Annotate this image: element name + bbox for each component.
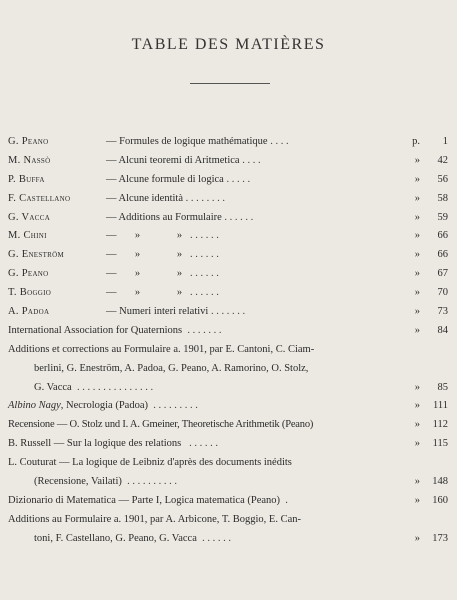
toc-page-number: 148 xyxy=(432,476,448,488)
toc-leader: . . . . . . xyxy=(190,287,219,299)
toc-entry-continuation xyxy=(8,473,448,492)
toc-entry-continuation xyxy=(8,530,448,549)
toc-title: — Additions au Formulaire xyxy=(106,211,222,223)
toc-entry xyxy=(8,246,448,265)
toc-page-marker: » xyxy=(414,532,420,544)
toc-title: Dizionario di Matematica — Parte I, Logica matematica (Peano) xyxy=(8,494,281,506)
table-of-contents xyxy=(8,133,448,549)
toc-leader: . . . . . . . . . . . . . . . xyxy=(76,381,154,393)
toc-title: Recensione — O. Stolz und I. A. Gmeiner, Theoretische Arithmetik (Peano) xyxy=(8,419,314,431)
toc-entry xyxy=(8,416,448,435)
toc-page-number: 73 xyxy=(437,306,448,318)
toc-page-marker: » xyxy=(414,211,420,223)
toc-entry xyxy=(8,265,448,284)
toc-title: — Numeri interi relativi xyxy=(106,306,209,318)
toc-page-number: 66 xyxy=(437,230,448,242)
toc-entry xyxy=(8,284,448,303)
toc-entry xyxy=(8,209,448,228)
toc-page-number: 66 xyxy=(437,249,448,261)
toc-title: L. Couturat — La logique de Leibniz d'après des documents inédits xyxy=(8,457,292,469)
toc-title: International Association for Quaternions xyxy=(8,324,183,336)
toc-leader: . . . . xyxy=(242,154,261,166)
toc-title: — Alcune identità xyxy=(106,192,183,204)
toc-leader: . . . . . . . . xyxy=(185,192,225,204)
toc-leader: . . . . . . xyxy=(190,249,219,261)
toc-entry xyxy=(8,397,448,416)
toc-title: , Necrologia (Padoa) xyxy=(60,400,148,412)
toc-author: M. Nassò xyxy=(8,154,51,166)
toc-leader: . . . . . . . xyxy=(187,324,222,336)
toc-page-number: 111 xyxy=(433,400,448,412)
toc-page-number: 112 xyxy=(432,419,448,431)
toc-author: P. Buffa xyxy=(8,173,45,185)
toc-title: berlini, G. Eneström, A. Padoa, G. Peano, A. Ramorino, O. Stolz, xyxy=(34,362,309,374)
toc-entry xyxy=(8,227,448,246)
toc-page-number: 58 xyxy=(437,192,448,204)
toc-page-marker: » xyxy=(414,400,420,412)
toc-page-number: 70 xyxy=(437,287,448,299)
toc-leader: . . . . . . . xyxy=(210,306,246,318)
toc-leader: . . . . . . . . . xyxy=(153,400,198,412)
toc-page-marker: » xyxy=(414,230,420,242)
toc-author: G. Eneström xyxy=(8,249,64,261)
toc-title: Additions et corrections au Formulaire a. 1901, par E. Cantoni, C. Ciam- xyxy=(8,343,315,355)
toc-page-marker: » xyxy=(414,287,420,299)
toc-title: — » » xyxy=(106,268,183,280)
toc-entry xyxy=(8,133,448,152)
toc-author: T. Boggio xyxy=(8,287,52,299)
toc-page-marker: » xyxy=(414,476,420,488)
toc-entry-continuation xyxy=(8,360,448,379)
toc-page-marker: » xyxy=(414,381,420,393)
toc-page-number: 42 xyxy=(437,154,448,166)
toc-leader: . . . . . . xyxy=(189,438,218,450)
toc-page-number: 1 xyxy=(442,136,448,147)
toc-title: toni, F. Castellano, G. Peano, G. Vacca xyxy=(34,532,197,544)
toc-leader: . . . . . . xyxy=(190,230,219,242)
toc-entry xyxy=(8,190,448,209)
toc-page-marker: » xyxy=(414,494,420,506)
toc-title: Additions au Formulaire a. 1901, par A. Arbicone, T. Boggio, E. Can- xyxy=(8,513,301,525)
toc-page-number: 85 xyxy=(437,381,448,393)
toc-entry xyxy=(8,152,448,171)
toc-title: (Recensione, Vailati) xyxy=(34,476,122,488)
toc-entry xyxy=(8,454,448,473)
toc-entry xyxy=(8,171,448,190)
toc-title: — Formules de logique mathématique xyxy=(106,136,268,147)
toc-page-marker: » xyxy=(414,249,420,261)
toc-author: G. Peano xyxy=(8,268,49,280)
toc-author: M. Chini xyxy=(8,230,47,242)
toc-leader: . xyxy=(285,494,288,506)
toc-page-marker: » xyxy=(414,324,420,336)
toc-title-italic: Albino Nagy xyxy=(8,400,61,412)
page-title: TABLE DES MATIÈRES xyxy=(131,36,326,53)
toc-page-marker: » xyxy=(414,268,420,280)
toc-entry-continuation xyxy=(8,379,448,398)
toc-leader: . . . . . . xyxy=(202,532,231,544)
toc-leader: . . . . . . xyxy=(190,268,219,280)
toc-page-marker: » xyxy=(414,192,420,204)
toc-entry xyxy=(8,341,448,360)
toc-author: F. Castellano xyxy=(8,192,71,204)
toc-page-marker: » xyxy=(414,438,420,450)
toc-entry xyxy=(8,322,448,341)
toc-title: — » » xyxy=(106,249,183,261)
toc-leader: . . . . . . . . . . xyxy=(127,476,177,488)
toc-page-marker: » xyxy=(414,173,420,185)
toc-entry xyxy=(8,435,448,454)
toc-entry xyxy=(8,492,448,511)
toc-leader: . . . . xyxy=(270,136,289,147)
toc-title: B. Russell — Sur la logique des relations xyxy=(8,438,182,450)
toc-entry xyxy=(8,303,448,322)
toc-page-marker: » xyxy=(414,306,420,318)
toc-page-marker: » xyxy=(414,154,420,166)
title-rule xyxy=(190,83,270,84)
toc-page-number: 160 xyxy=(432,494,448,506)
toc-title: — Alcuni teoremi di Aritmetica xyxy=(106,154,240,166)
toc-title: — » » xyxy=(106,287,183,299)
toc-title: — Alcune formule di logica xyxy=(106,173,224,185)
toc-title: G. Vacca xyxy=(34,381,72,393)
toc-leader: . . . . . xyxy=(226,173,251,185)
toc-author: A. Padoa xyxy=(8,306,50,318)
toc-page-marker: » xyxy=(414,419,420,431)
toc-page-number: 56 xyxy=(437,173,448,185)
toc-title: — » » xyxy=(106,230,183,242)
toc-entry xyxy=(8,511,448,530)
toc-author: G. Vacca xyxy=(8,211,51,223)
toc-page-number: 173 xyxy=(432,532,448,544)
toc-page-number: 67 xyxy=(437,268,448,280)
toc-page-marker: p. xyxy=(412,136,420,147)
toc-leader: . . . . . . xyxy=(224,211,254,223)
toc-page-number: 59 xyxy=(437,211,448,223)
toc-author: G. Peano xyxy=(8,136,49,147)
toc-page-number: 84 xyxy=(437,324,448,336)
toc-page-number: 115 xyxy=(432,438,448,450)
